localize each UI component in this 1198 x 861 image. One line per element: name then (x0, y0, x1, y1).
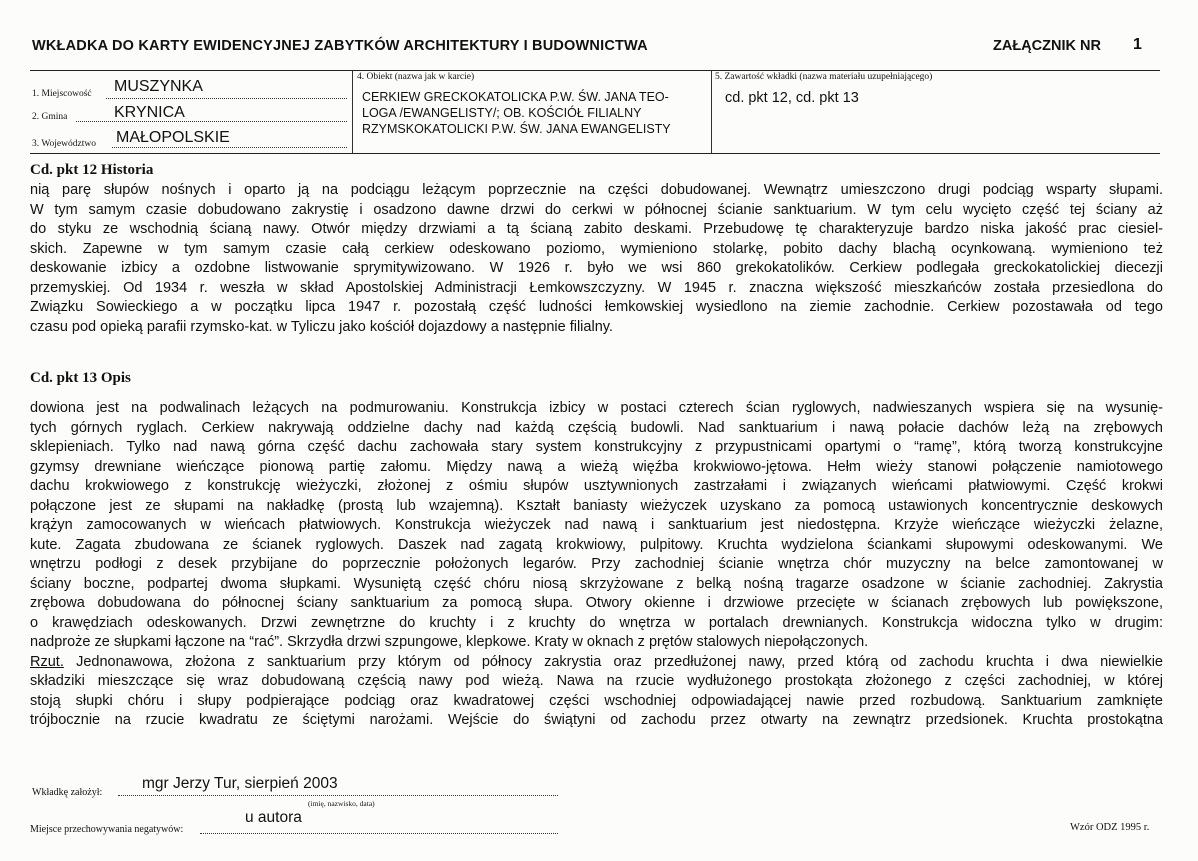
rzut-label: Rzut. (30, 653, 64, 670)
obiekt-label: 4. Obiekt (nazwa jak w karcie) (357, 72, 475, 82)
obiekt-line: RZYMSKOKATOLICKI P.W. ŚW. JANA EWANGELISTY (362, 122, 671, 136)
miejsce-dots (200, 833, 558, 834)
zalozyl-hint: (imię, nazwisko, data) (308, 799, 375, 808)
text-line: deskowanie izbicy a ozdobne listwowanie sprymitywizowano. W 1926 r. było we wsi 860 grekokatolików. Cerkiew podlegała greckokatolickiej diecezji (30, 260, 1163, 276)
zawartosc-label: 5. Zawartość wkładki (nazwa materiału uzupełniającego) (715, 72, 933, 82)
miejsce-label: Miejsce przechowywania negatywów: (30, 824, 184, 835)
text-line: dachu krokwiowego z konstrukcję wieżyczki, złożonej z ośmiu słupów usztywnionych zastrzałami i związanych wieńcami płatwiowymi. Część krokwi (30, 478, 1163, 494)
text-line: czasu pod opieką parafii rzymsko-kat. w Tyliczu jako kościół dojazdowy a następnie filialny. (30, 318, 613, 335)
section-12-heading: Cd. pkt 12 Historia (30, 162, 154, 178)
section-13-heading: Cd. pkt 13 Opis (30, 370, 131, 386)
zalozyl-dots (118, 795, 558, 796)
section-13-text (30, 399, 1163, 731)
text-line: tych górnych ryglach. Cerkiew nakrywają oddzielne dachy nad każdą częścią budowli. Nad sanktuarium i nawą połacie dachów leżą na zrębowych (30, 419, 1163, 436)
obiekt-line: LOGA /EWANGELISTY/; OB. KOŚCIÓŁ FILIALNY (362, 106, 642, 120)
zalozyl-value: mgr Jerzy Tur, sierpień 2003 (142, 775, 338, 792)
wojewodztwo-label: 3. Województwo (32, 139, 96, 149)
text-line: o krawędziach odeskowanych. Drzwi zewnętrzne do kruchty i z kruchty do wnętrza w portalach drewnianych. Konstrukcja widoczna tylko w drugim: (30, 614, 1163, 631)
text-line: nią parę słupów nośnych i oparto ją na podciągu leżącym poprzecznie na części dobudowanej. Wewnątrz umieszczono drugi podciąg wsparty słupami. (30, 182, 1163, 198)
text-line: kute. Zagata zbudowana ze ścianek ryglowych. Daszek nad zagatą krokwiowy, pulpitowy. Kruchta wydzielona ściankami słupowymi odeskowanymi. We (30, 536, 1163, 553)
text-line: stoją słupki chóru i słupy podpierające podciąg oraz kwadratowej części wschodniej odpowiadającej nawie przed rozbudową. Sanktuarium zamknięte (30, 692, 1163, 709)
text-line: nadproże ze słupkami łączone na “rać”. Skrzydła drzwi szpungowe, klepkowe. Kraty w oknach z prętów stalowych niepołączonych. (30, 634, 869, 650)
text-line: dowiona jest na podwalinach leżących na podmurowaniu. Konstrukcja izbicy w postaci czterech ścian ryglowych, nadwieszanych wspiera się na wysunię- (30, 400, 1163, 416)
header-rule-bottom (30, 153, 1160, 154)
text-line: sklepieniach. Tylko nad nawą górna część dachu zachowała stary system konstrukcyjny z przypustnicami opartymi o “ramę”, którą tworzą konstrukcyjne (30, 439, 1163, 455)
section-12-text (30, 181, 1163, 337)
text-line: składziki mieszczące się wraz dobudowaną częścią nawy pod wieżą. Nawa na rzucie wydłużonego prostokąta złożonego z części zachodniej, w której (30, 673, 1163, 689)
obiekt-value (362, 89, 671, 137)
divider-2 (711, 71, 712, 153)
text-line: do styku ze wschodnią ścianą nawy. Otwór między drzwiami a tą ścianą zabito deskami. Przebudowę tę charakteryzuje bardzo niska jakość prac ciesiel- (30, 221, 1163, 237)
annex-label: ZAŁĄCZNIK NR (993, 38, 1101, 54)
text-line: ściany boczne, podpartej dwoma słupkami. Wysuniętą część chóru niosą skrzyżowane z belką nośną tragarze osadzone w ścianie zachodniej. Zakrystia (30, 575, 1163, 592)
gmina-label: 2. Gmina (32, 112, 68, 122)
text-line: trójbocznie na rzucie kwadratu ze ściętymi narożami. Wejście do świątyni od zachodu przez otwarty na zewnątrz przedsionek. Kruchta prostokątna (30, 712, 1163, 728)
rzut-line (30, 653, 1163, 673)
wojewodztwo-value: MAŁOPOLSKIE (116, 129, 230, 146)
divider-1 (352, 71, 353, 153)
wojewodztwo-dots (112, 147, 347, 148)
obiekt-line: CERKIEW GRECKOKATOLICKA P.W. ŚW. JANA TEO- (362, 90, 669, 104)
header-rule-top (30, 70, 1160, 71)
miejscowosc-dots (106, 98, 347, 99)
text-line: gzymsy drewniane wieńczące pionową partię załomu. Między nawą a wieżą więźba krokwiowo-jętowa. Hełm wieży stanowi połączenie namiotowego (30, 458, 1163, 475)
form-title: WKŁADKA DO KARTY EWIDENCYJNEJ ZABYTKÓW ARCHITEKTURY I BUDOWNICTWA (32, 38, 648, 54)
text-line: połączone jest ze słupami na nakładkę (prostą lub wzajemną). Kształt baniasty wieżyczek uzyskano za pomocą ustawionych koncentrycznie deskowych (30, 497, 1163, 514)
miejscowosc-value: MUSZYNKA (114, 78, 203, 95)
text-line: krążyn zamocowanych w wieńcach płatwiowych. Konstrukcja wieżyczek nad nawą i sanktuarium jest niedostępna. Krzyże wieńczące wieżyczki żelazne, (30, 517, 1163, 533)
text-line: wnętrzu podłogi z desek przybijane do poprzecznie położonych legarów. Przy zachodniej ścianie wnętrza chór muzyczny na belce zamontowanej w (30, 556, 1163, 572)
text-line: skich. Zapewne w tym samym czasie całą cerkiew odeskowano poziomo, wymieniono stolarkę, pobito dachy blachą ocynkowaną. wymieniono też (30, 240, 1163, 257)
text-line: przemyskiej. Od 1934 r. weszła w skład Apostolskiej Administracji Łemkowszczyzny. W 1945 r. znaczna większość mieszkańców została przesiedlona do (30, 279, 1163, 296)
rzut-first-text: Jednonawowa, złożona z sanktuarium przy którym od północy zakrystia oraz przedłużonej nawy, przed którą od zachodu kruchta i dwa niewielkie (63, 653, 1163, 670)
miejscowosc-label: 1. Miejscowość (32, 89, 92, 99)
miejsce-value: u autora (245, 809, 302, 826)
gmina-value: KRYNICA (114, 104, 185, 121)
zawartosc-value: cd. pkt 12, cd. pkt 13 (725, 90, 859, 106)
text-line: zrębowa dobudowana do północnej ściany sanktuarium za pomocą słupa. Otwory okienne i drzwiowe przecięte w ścianach zrębowych lub powiększone, (30, 595, 1163, 611)
text-line: Związku Sowieckiego a w początku lipca 1947 r. pozostałą część ludności łemkowskiej wysiedlono na ziemie zachodnie. Cerkiew pozostawała od tego (30, 299, 1163, 315)
text-line: W tym samym czasie dobudowano zakrystię i osadzono dawne drzwi do cerkwi w północnej ścianie sanktuarium. W tym celu wycięto część tej ściany aż (30, 201, 1163, 218)
zalozyl-label: Wkładkę założył: (32, 787, 103, 798)
form-model-label: Wzór ODZ 1995 r. (1070, 822, 1150, 833)
annex-number: 1 (1133, 36, 1142, 53)
